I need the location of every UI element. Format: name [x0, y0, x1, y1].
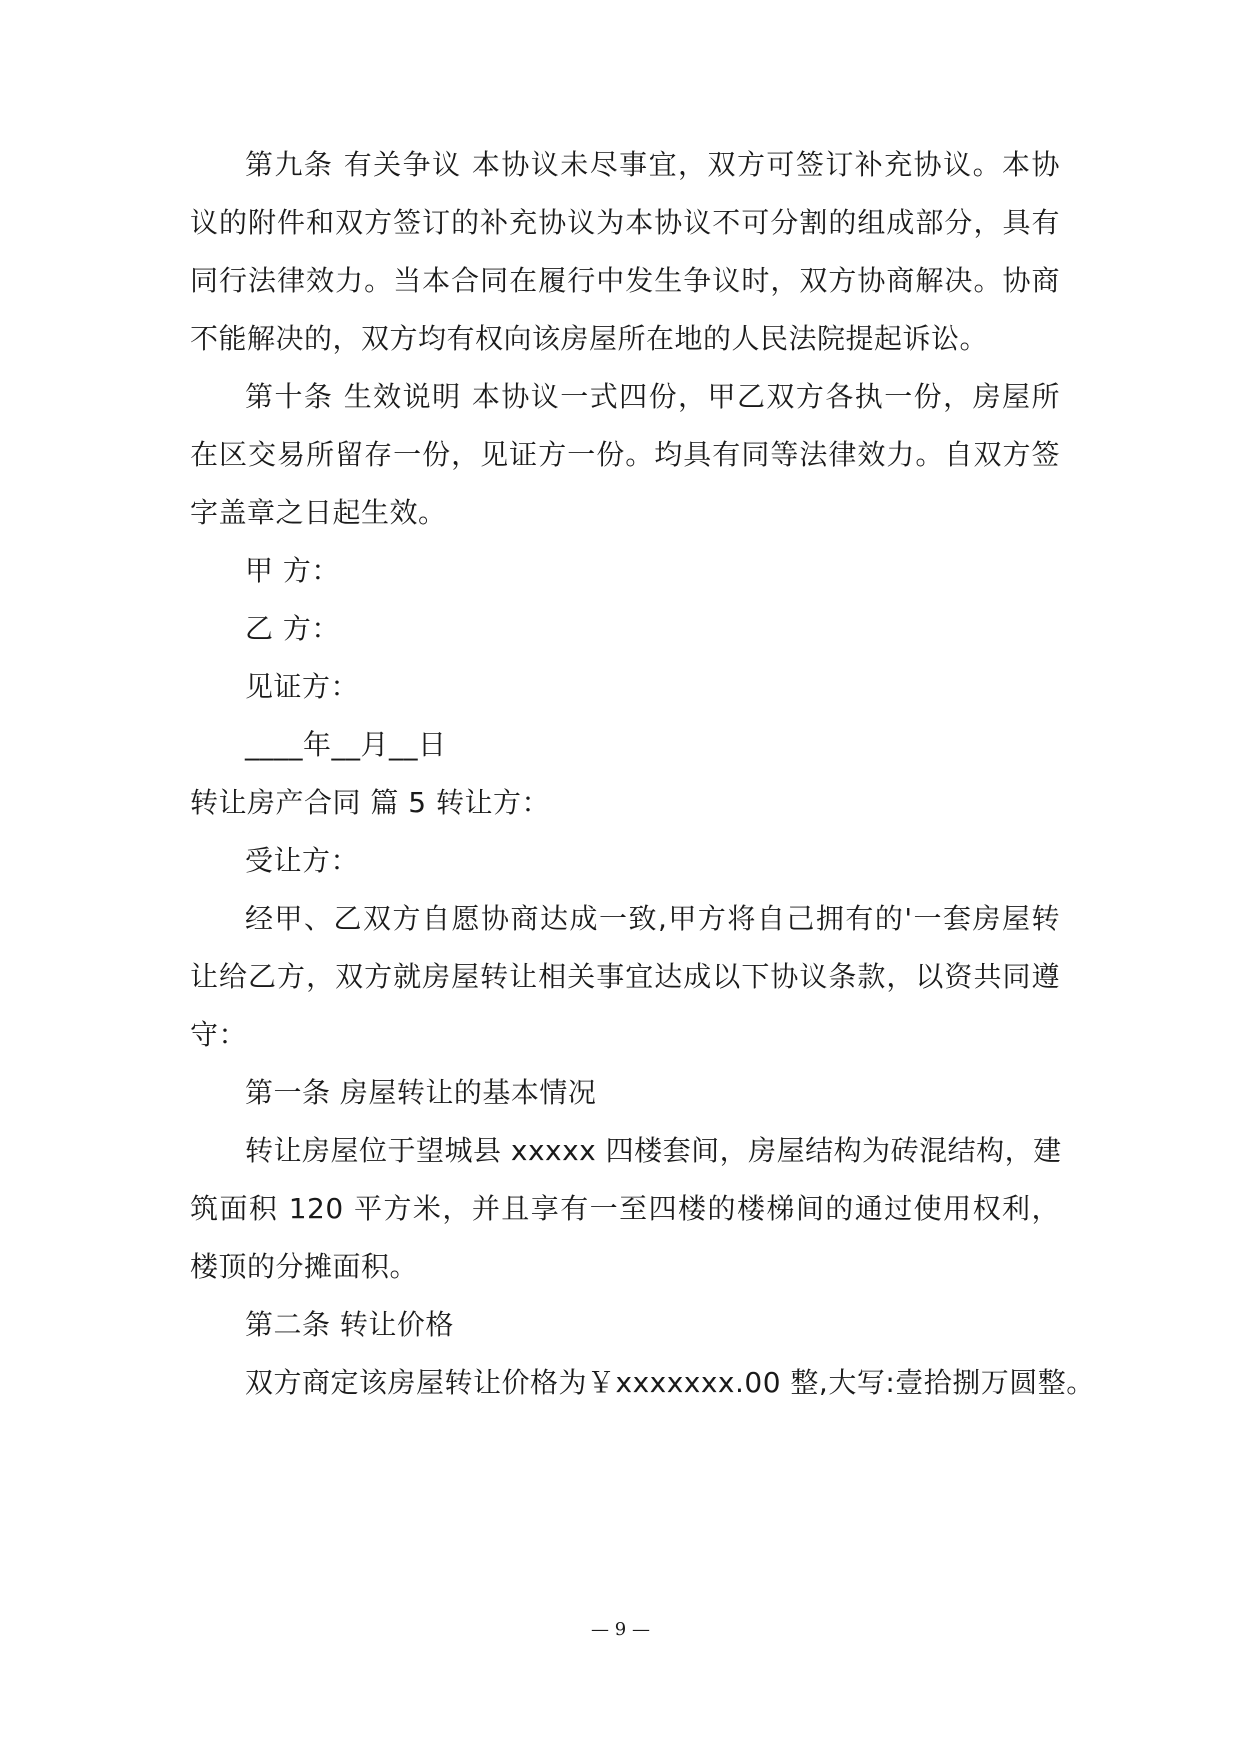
paragraph-line: 转让房屋位于望城县 xxxxx 四楼套间，房屋结构为砖混结构，建: [245, 1134, 1062, 1167]
page-number: — 9 —: [591, 1619, 650, 1640]
paragraph-line: 字盖章之日起生效。: [190, 496, 447, 529]
paragraph-line: 第九条 有关争议 本协议未尽事宜，双方可签订补充协议。本协: [245, 148, 1060, 181]
paragraph-line: 筑面积 120 平方米，并且享有一至四楼的楼梯间的通过使用权利，: [190, 1192, 1060, 1225]
paragraph-line: 同行法律效力。当本合同在履行中发生争议时，双方协商解决。协商: [190, 264, 1060, 297]
signature-date: ____年__月__日: [245, 728, 447, 761]
paragraph-line: 在区交易所留存一份，见证方一份。均具有同等法律效力。自双方签: [190, 438, 1060, 471]
paragraph-line: 双方商定该房屋转让价格为￥xxxxxxx.00 整,大写:壹拾捌万圆整。: [245, 1366, 1095, 1399]
transferee-label: 受让方：: [245, 844, 360, 877]
paragraph-line: 楼顶的分摊面积。: [190, 1250, 419, 1283]
paragraph-line: 经甲、乙双方自愿协商达成一致,甲方将自己拥有的'一套房屋转: [245, 902, 1060, 935]
article-heading: 第一条 房屋转让的基本情况: [245, 1076, 597, 1109]
paragraph-line: 议的附件和双方签订的补充协议为本协议不可分割的组成部分，具有: [190, 206, 1060, 239]
paragraph-line: 守：: [190, 1018, 248, 1051]
paragraph-line: 让给乙方，双方就房屋转让相关事宜达成以下协议条款，以资共同遵: [190, 960, 1060, 993]
signature-witness: 见证方：: [245, 670, 360, 703]
article-heading: 第二条 转让价格: [245, 1308, 454, 1341]
signature-party-b: 乙 方：: [245, 612, 340, 645]
section-heading: 转让房产合同 篇 5 转让方：: [190, 786, 551, 819]
paragraph-line: 第十条 生效说明 本协议一式四份，甲乙双方各执一份，房屋所: [245, 380, 1060, 413]
signature-party-a: 甲 方：: [245, 554, 340, 587]
paragraph-line: 不能解决的，双方均有权向该房屋所在地的人民法院提起诉讼。: [190, 322, 989, 355]
